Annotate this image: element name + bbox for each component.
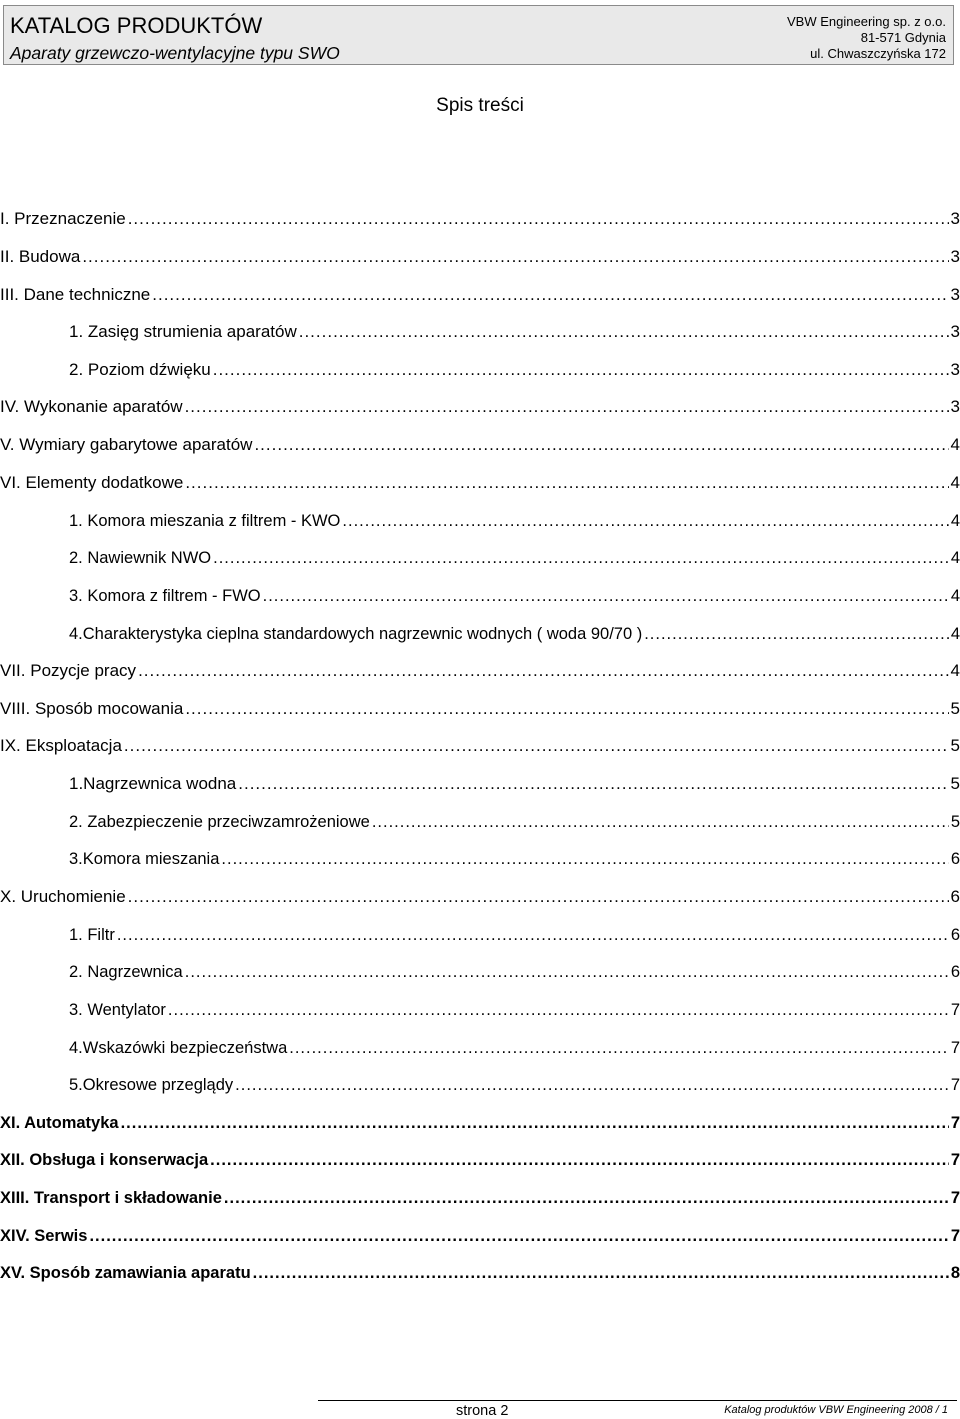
- company-city: 81-571 Gdynia: [860, 30, 946, 45]
- dot-leader: [152, 280, 948, 310]
- toc-entry-label: V. Wymiary gabarytowe aparatów: [0, 435, 253, 454]
- dot-leader: [254, 430, 948, 460]
- toc-entry-page: 7: [950, 1189, 960, 1207]
- toc-entry-label: XI. Automatyka: [0, 1114, 119, 1132]
- catalog-edition: Katalog produktów VBW Engineering 2008 / 1: [724, 1404, 948, 1416]
- dot-leader: [121, 1108, 949, 1138]
- toc-entry-label: III. Dane techniczne: [0, 285, 151, 304]
- dot-leader: [82, 242, 948, 272]
- toc-title: Spis treści: [436, 95, 524, 116]
- toc-entry-page: 6: [950, 926, 960, 944]
- dot-leader: [224, 1183, 949, 1213]
- toc-entry-page: 5: [950, 813, 960, 831]
- toc-entry-page: 3: [950, 209, 960, 228]
- toc-entry[interactable]: [0, 1183, 960, 1213]
- toc-entry-label: XV. Sposób zamawiania aparatu: [0, 1264, 251, 1282]
- footer-divider: [318, 1400, 957, 1401]
- toc-entry-page: 7: [950, 1001, 960, 1019]
- toc-entry[interactable]: [69, 995, 960, 1025]
- dot-leader: [89, 1221, 948, 1251]
- toc-entry-page: 7: [950, 1114, 960, 1132]
- dot-leader: [238, 769, 948, 799]
- dot-leader: [213, 543, 949, 573]
- toc-entry-label: XIV. Serwis: [0, 1227, 88, 1245]
- company-street: ul. Chwaszczyńska 172: [810, 46, 946, 61]
- toc-entry-page: 4: [950, 549, 960, 567]
- page-header: [3, 5, 954, 65]
- catalog-subtitle: Aparaty grzewczo-wentylacyjne typu SWO: [10, 43, 340, 63]
- toc-entry[interactable]: [69, 957, 960, 987]
- toc-entry-page: 7: [950, 1076, 960, 1094]
- dot-leader: [168, 995, 949, 1025]
- toc-entry-label: XIII. Transport i składowanie: [0, 1189, 222, 1207]
- toc-entry-label: XII. Obsługa i konserwacja: [0, 1151, 209, 1169]
- toc-entry-label: 2. Nawiewnik NWO: [69, 549, 212, 567]
- toc-entry-label: 1. Zasięg strumienia aparatów: [69, 322, 297, 341]
- dot-leader: [185, 468, 948, 498]
- dot-leader: [185, 392, 949, 422]
- toc-entry-page: 3: [950, 322, 960, 341]
- toc-entry-page: 5: [950, 699, 960, 718]
- dot-leader: [372, 807, 949, 837]
- toc-entry[interactable]: [0, 204, 960, 234]
- toc-entry[interactable]: [69, 769, 960, 799]
- toc-entry[interactable]: [0, 430, 960, 460]
- dot-leader: [213, 355, 949, 385]
- toc-entry-page: 7: [950, 1227, 960, 1245]
- toc-entry-page: 4: [950, 435, 960, 454]
- toc-entry[interactable]: [0, 468, 960, 498]
- toc-entry-label: IX. Eksploatacja: [0, 736, 122, 755]
- toc-entry[interactable]: [0, 280, 960, 310]
- toc-entry-page: 7: [950, 1039, 960, 1057]
- toc-entry-page: 4: [950, 661, 960, 680]
- dot-leader: [210, 1145, 949, 1175]
- toc-entry[interactable]: [0, 882, 960, 912]
- dot-leader: [342, 506, 948, 536]
- toc-entry-label: 2. Nagrzewnica: [69, 963, 183, 981]
- toc-entry-label: 2. Poziom dźwięku: [69, 360, 211, 379]
- toc-entry[interactable]: [0, 1221, 960, 1251]
- toc-entry[interactable]: [69, 543, 960, 573]
- toc-entry-label: 3. Komora z filtrem - FWO: [69, 587, 261, 605]
- dot-leader: [644, 619, 949, 649]
- toc-entry[interactable]: [69, 619, 960, 649]
- toc-entry[interactable]: [69, 506, 960, 536]
- toc-entry-page: 6: [950, 963, 960, 981]
- dot-leader: [128, 204, 949, 234]
- toc-entry-page: 6: [950, 887, 960, 906]
- toc-entry-page: 3: [950, 285, 960, 304]
- toc-entry-label: 1.Nagrzewnica wodna: [69, 774, 237, 793]
- dot-leader: [289, 1033, 949, 1063]
- toc-entry-page: 3: [950, 397, 960, 416]
- toc-entry-label: X. Uruchomienie: [0, 887, 126, 906]
- dot-leader: [185, 957, 949, 987]
- dot-leader: [235, 1070, 949, 1100]
- dot-leader: [128, 882, 949, 912]
- toc-entry-page: 3: [950, 247, 960, 266]
- dot-leader: [185, 694, 948, 724]
- toc-entry[interactable]: [69, 317, 960, 347]
- toc-entry[interactable]: [0, 731, 960, 761]
- toc-entry-page: 5: [950, 774, 960, 793]
- toc-entry[interactable]: [69, 581, 960, 611]
- toc-entry-page: 4: [950, 587, 960, 605]
- toc-entry-label: IV. Wykonanie aparatów: [0, 397, 183, 416]
- toc-entry[interactable]: [69, 807, 960, 837]
- toc-entry-label: 2. Zabezpieczenie przeciwzamrożeniowe: [69, 813, 370, 831]
- toc-entry[interactable]: [0, 1258, 960, 1288]
- toc-entry-label: VIII. Sposób mocowania: [0, 699, 184, 718]
- toc-entry-page: 4: [950, 625, 960, 643]
- dot-leader: [263, 581, 949, 611]
- dot-leader: [138, 656, 948, 686]
- toc-entry[interactable]: [69, 1070, 960, 1100]
- toc-entry[interactable]: [0, 694, 960, 724]
- toc-entry-label: I. Przeznaczenie: [0, 209, 126, 228]
- catalog-title: KATALOG PRODUKTÓW: [10, 13, 263, 38]
- toc-entry-label: II. Budowa: [0, 247, 81, 266]
- toc-entry-page: 4: [950, 473, 960, 492]
- dot-leader: [117, 920, 949, 950]
- dot-leader: [299, 317, 949, 347]
- company-address: [787, 14, 946, 62]
- page-number: strona 2: [456, 1403, 509, 1419]
- toc-entry-label: 1. Komora mieszania z filtrem - KWO: [69, 512, 341, 530]
- dot-leader: [124, 731, 949, 761]
- toc-entry[interactable]: [69, 844, 960, 874]
- toc-entry[interactable]: [69, 920, 960, 950]
- toc-entry-label: 5.Okresowe przeglądy: [69, 1076, 234, 1094]
- toc-entry[interactable]: [69, 1033, 960, 1063]
- dot-leader: [253, 1258, 949, 1288]
- dot-leader: [221, 844, 948, 874]
- toc-entry[interactable]: [69, 355, 960, 385]
- toc-entry-page: 3: [950, 360, 960, 379]
- toc-entry[interactable]: [0, 1145, 960, 1175]
- toc-entry-label: VI. Elementy dodatkowe: [0, 473, 184, 492]
- toc-entry-label: 3.Komora mieszania: [69, 850, 220, 868]
- toc-entry-page: 5: [950, 736, 960, 755]
- toc-entry[interactable]: [0, 1108, 960, 1138]
- toc-entry-page: 8: [950, 1264, 960, 1282]
- toc-entry-label: 1. Filtr: [69, 926, 115, 944]
- toc-entry-page: 6: [950, 850, 960, 868]
- toc-entry-label: 3. Wentylator: [69, 1001, 166, 1019]
- toc-entry-label: VII. Pozycje pracy: [0, 661, 137, 680]
- toc-entry-label: 4.Wskazówki bezpieczeństwa: [69, 1039, 288, 1057]
- company-name: VBW Engineering sp. z o.o.: [787, 14, 946, 29]
- toc-entry[interactable]: [0, 242, 960, 272]
- toc-entry-page: 7: [950, 1151, 960, 1169]
- toc-entry[interactable]: [0, 656, 960, 686]
- toc-entry[interactable]: [0, 392, 960, 422]
- toc-entry-label: 4.Charakterystyka cieplna standardowych nagrzewnic wodnych ( woda 90/70 ): [69, 625, 643, 643]
- toc-entry-page: 4: [950, 512, 960, 530]
